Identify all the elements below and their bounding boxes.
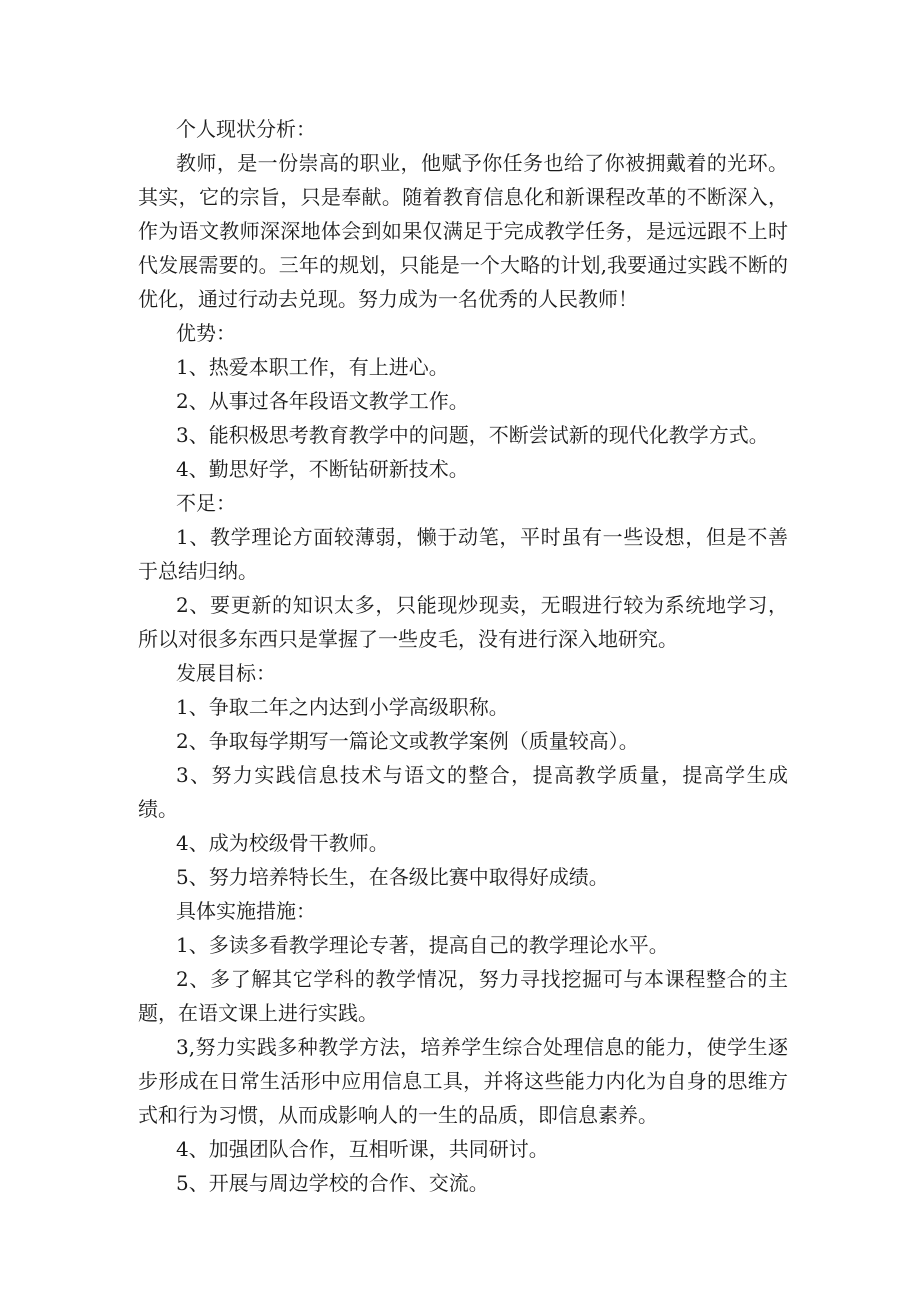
measure-item: 3,努力实践多种教学方法，培养学生综合处理信息的能力，使学生逐步形成在日常生活形中应用信息工具，并将这些能力内化为自身的思维方式和行为习惯，从而成影响人的一生的品质，即信息素养。 (138, 1035, 788, 1127)
heading-strengths: 优势： (176, 321, 236, 345)
document-body (138, 112, 788, 1200)
goal-item: 5、努力培养特长生，在各级比赛中取得好成绩。 (176, 865, 609, 889)
strength-item: 2、从事过各年段语文教学工作。 (176, 389, 469, 413)
goal-item: 2、争取每学期写一篇论文或教学案例（质量较高）。 (176, 729, 639, 753)
intro-paragraph: 教师，是一份崇高的职业，他赋予你任务也给了你被拥戴着的光环。其实，它的宗旨，只是奉献。随着教育信息化和新课程改革的不断深入，作为语文教师深深地体会到如果仅满足于完成教学任务，是远远跟不上时代发展需要的。三年的规划，只能是一个大略的计划,我要通过实践不断的优化，通过行动去兑现。努力成为一名优秀的人民教师！ (138, 151, 788, 311)
goal-item: 3、努力实践信息技术与语文的整合，提高教学质量，提高学生成绩。 (138, 763, 788, 821)
strength-item: 3、能积极思考教育教学中的问题，不断尝试新的现代化教学方式。 (176, 423, 769, 447)
measure-item: 1、多读多看教学理论专著，提高自己的教学理论水平。 (176, 933, 669, 957)
heading-measures: 具体实施措施： (176, 899, 316, 923)
strength-item: 4、勤思好学，不断钻研新技术。 (176, 457, 469, 481)
weakness-item: 2、要更新的知识太多，只能现炒现卖，无暇进行较为系统地学习，所以对很多东西只是掌握了一些皮毛，没有进行深入地研究。 (138, 593, 788, 651)
measure-item: 4、加强团队合作，互相听课，共同研讨。 (176, 1137, 549, 1161)
measure-item: 5、开展与周边学校的合作、交流。 (176, 1171, 489, 1195)
goal-item: 4、成为校级骨干教师。 (176, 831, 389, 855)
weakness-item: 1、教学理论方面较薄弱，懒于动笔，平时虽有一些设想，但是不善于总结归纳。 (138, 525, 788, 583)
heading-weaknesses: 不足： (176, 491, 236, 515)
strength-item: 1、热爱本职工作，有上进心。 (176, 355, 449, 379)
goal-item: 1、争取二年之内达到小学高级职称。 (176, 695, 509, 719)
heading-goals: 发展目标： (176, 661, 276, 685)
heading-current-status: 个人现状分析： (176, 117, 316, 141)
measure-item: 2、多了解其它学科的教学情况，努力寻找挖掘可与本课程整合的主题，在语文课上进行实践。 (138, 967, 788, 1025)
